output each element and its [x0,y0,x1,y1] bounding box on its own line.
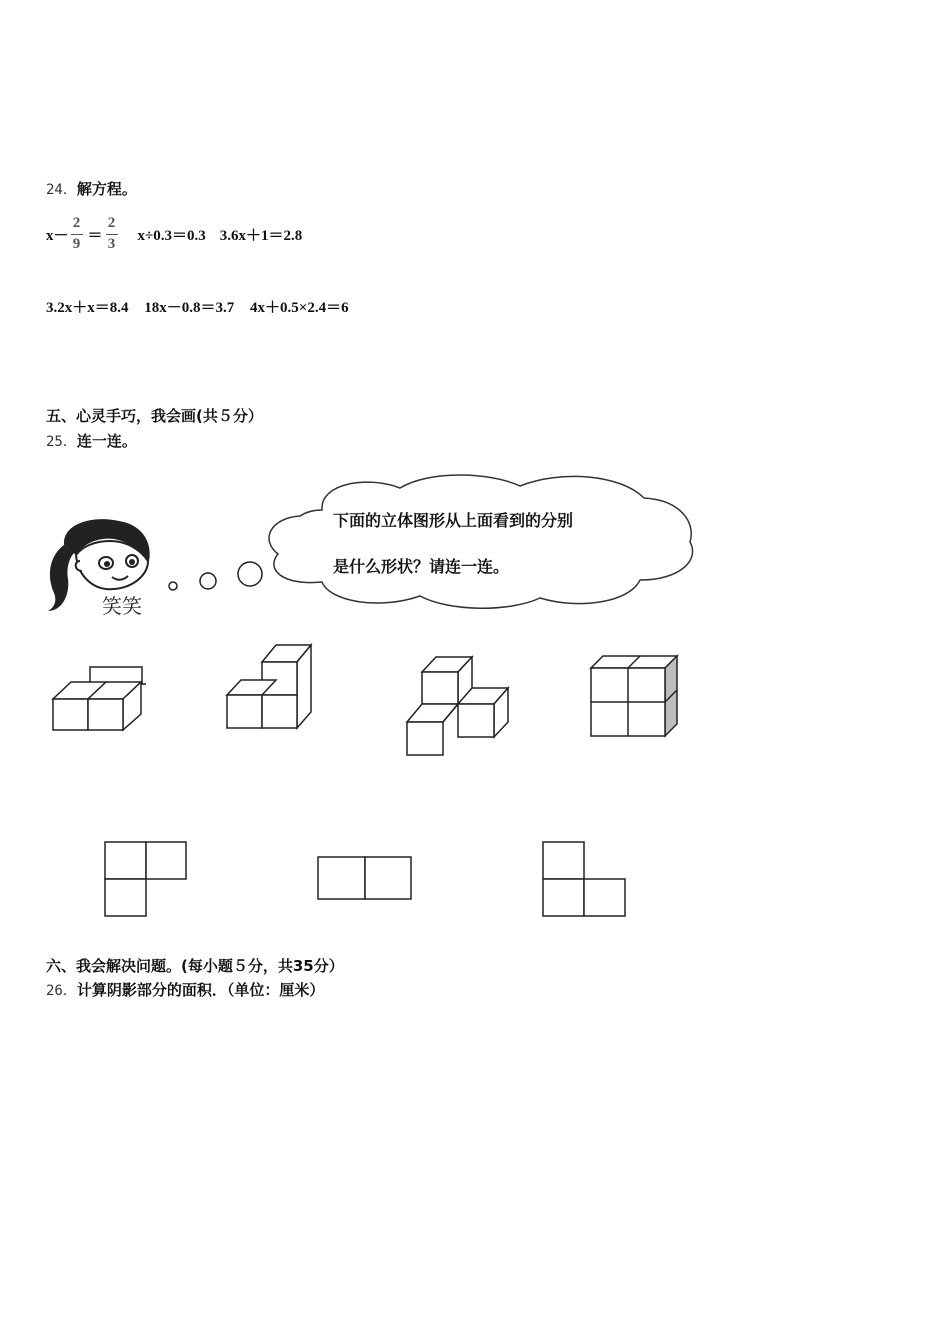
question-number: 24． [46,182,77,198]
thought-dot-large [238,562,262,586]
thought-dot-small [169,582,177,590]
question-title: 连一连。 [76,432,137,450]
top-view-shape-a [103,840,189,920]
equation-1-prefix: x－ [46,227,69,244]
girl-character-illustration [44,515,164,625]
fraction-2-9: $\frac{2}{9}$ [71,216,83,253]
equation-6: 4x＋0.5×2.4＝6 [250,300,349,316]
top-view-shape-c [541,840,629,920]
bubble-text-line-1: 下面的立体图形从上面看到的分别 [333,511,574,530]
question-24-header [46,178,137,199]
section-6-heading: 六、我会解决问题。(每小题５分，共35分） [46,957,344,975]
equation-row-2 [46,296,349,317]
thought-bubbles [160,555,270,595]
solid-figure-3 [404,654,514,759]
top-view-shape-b [316,855,416,903]
question-number: 25． [46,434,77,450]
equation-3: 3.6x＋1＝2.8 [219,227,303,244]
equation-4: 3.2x＋x＝8.4 [46,300,129,316]
character-name-label: 笑笑 [102,594,142,618]
solid-figure-2 [224,640,319,735]
question-title: 计算阴影部分的面积．（单位：厘米） [76,981,325,999]
equation-2: x÷0.3＝0.3 [137,227,206,244]
question-25-header [46,430,137,451]
question-26-header [46,979,324,1000]
question-number: 26． [46,983,77,999]
equation-5: 18x－0.8＝3.7 [144,300,235,316]
speech-cloud [260,470,700,615]
equation-1-equals: ＝ [87,227,103,244]
fraction-2-3: $\frac{2}{3}$ [106,216,118,253]
equation-row-1 [46,212,302,256]
question-title: 解方程。 [76,180,137,198]
solid-figure-1 [50,662,150,734]
section-5-heading: 五、心灵手巧，我会画(共５分） [46,407,263,425]
bubble-text-line-2: 是什么形状？请连一连。 [333,557,510,576]
solid-figure-4 [588,652,683,742]
thought-dot-medium [200,573,216,589]
